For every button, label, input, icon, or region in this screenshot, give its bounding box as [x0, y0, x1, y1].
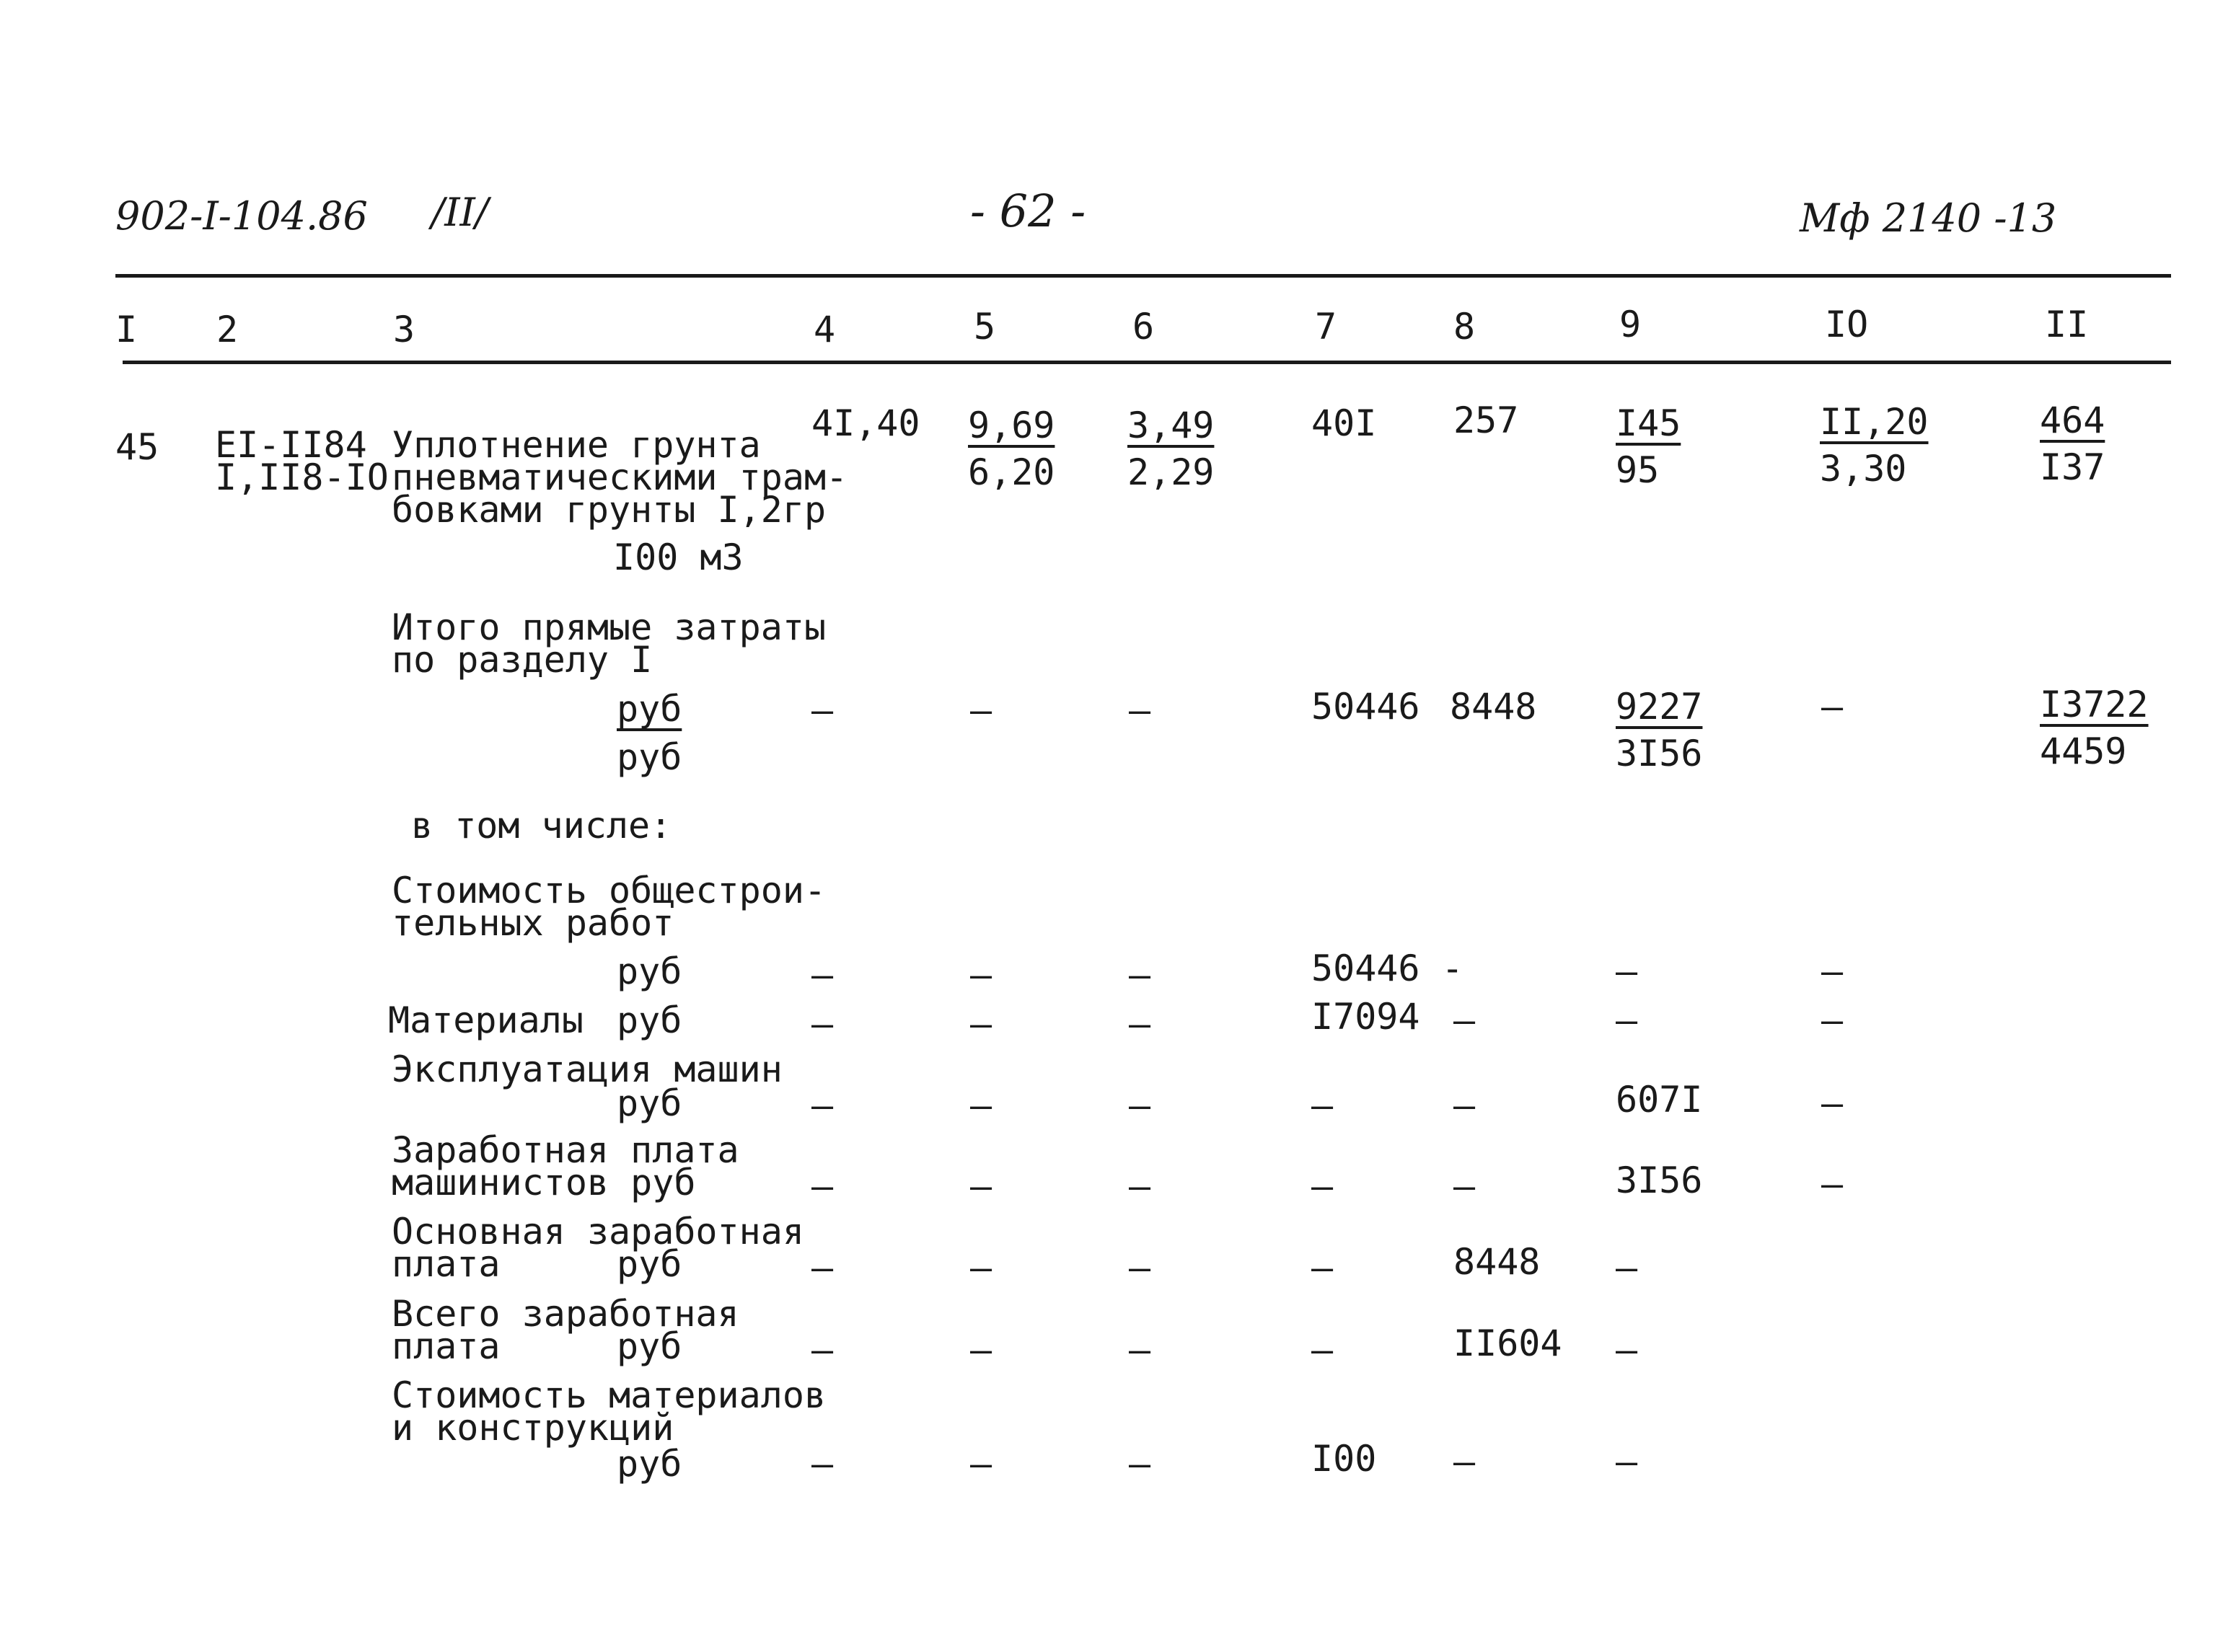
- machine-cost: I45: [1616, 402, 1681, 444]
- total-label: по разделу I: [392, 639, 653, 681]
- total-cost: I7094: [1311, 996, 1420, 1038]
- work-description: Уплотнение грунта: [392, 424, 761, 466]
- unit-of-measure: руб: [617, 736, 682, 778]
- total-cost: 40I: [1311, 402, 1377, 444]
- row-label: Основная заработная: [392, 1211, 804, 1253]
- dash: –: [1311, 1085, 1334, 1126]
- machine-cost: 607I: [1616, 1079, 1703, 1121]
- album-number: /II/: [431, 190, 489, 235]
- unit-of-measure: руб: [617, 688, 682, 730]
- dash: –: [1129, 1003, 1151, 1045]
- dash: –: [970, 1085, 992, 1126]
- work-description: пневматическими трам-: [392, 456, 848, 498]
- unit-of-measure: руб: [617, 950, 682, 992]
- column-number: 3: [393, 309, 415, 350]
- dash: –: [811, 1003, 834, 1045]
- dash: –: [1616, 1441, 1638, 1483]
- dash: –: [1129, 1085, 1151, 1126]
- row-label: и конструкций: [392, 1407, 674, 1449]
- dash: –: [1821, 999, 1844, 1041]
- unit-of-measure: руб: [617, 999, 682, 1041]
- total-labor-hours-operators: I37: [2040, 446, 2105, 488]
- dash: –: [1129, 1247, 1151, 1289]
- dash: –: [1821, 686, 1844, 728]
- column-number: 7: [1315, 306, 1337, 348]
- dash: –: [1616, 1329, 1638, 1371]
- operator-wage: 95: [1616, 449, 1660, 491]
- dash: –: [970, 689, 992, 731]
- total-labor-hours: I3722: [2040, 684, 2149, 725]
- dash: –: [970, 954, 992, 996]
- machine-cost: 9227: [1616, 686, 1703, 728]
- column-number: 5: [974, 306, 996, 348]
- unit-of-measure: руб: [617, 1443, 682, 1485]
- dash: –: [811, 1443, 834, 1485]
- dash: –: [1616, 950, 1638, 992]
- dash: –: [811, 1329, 834, 1371]
- unit-of-measure: руб: [617, 1082, 682, 1124]
- dash: –: [1821, 1082, 1844, 1124]
- rate-code: I,II8-IO: [215, 456, 389, 498]
- base-wage: 8448: [1450, 686, 1537, 728]
- dash: –: [1453, 999, 1476, 1041]
- dash: –: [1616, 999, 1638, 1041]
- column-number: II: [2045, 304, 2089, 345]
- dash: –: [811, 1085, 834, 1126]
- row-label: Эксплуатация машин: [392, 1048, 783, 1090]
- sheet-reference: Мф 2140 -13: [1800, 195, 2057, 241]
- base-wage: 257: [1453, 399, 1519, 441]
- unit-of-measure: руб: [617, 1325, 682, 1367]
- total-cost: I00: [1311, 1438, 1377, 1480]
- row-label: плата: [392, 1325, 501, 1367]
- row-label: плата: [392, 1243, 501, 1285]
- dash: –: [1311, 1247, 1334, 1289]
- dash: –: [970, 1247, 992, 1289]
- operator-wage: 3I56: [1616, 1160, 1703, 1201]
- dash: –: [970, 1165, 992, 1207]
- dash: –: [1311, 1329, 1334, 1371]
- document-code: 902-I-104.86: [115, 193, 368, 239]
- top-rule: [115, 274, 2171, 278]
- dash: –: [1453, 1441, 1476, 1483]
- dash: –: [811, 1165, 834, 1207]
- labor-hours-operators: 3,30: [1820, 448, 1907, 490]
- labor-hours: II,20: [1820, 401, 1929, 443]
- base-wage: 8448: [1453, 1241, 1541, 1283]
- work-description: бовками грунты I,2гр: [392, 489, 827, 531]
- dash: –: [1821, 950, 1844, 992]
- dash: –: [970, 1003, 992, 1045]
- row-label: тельных работ: [392, 902, 674, 944]
- total-cost: 50446: [1311, 686, 1420, 728]
- dash: –: [1129, 1165, 1151, 1207]
- dash: –: [1453, 1165, 1476, 1207]
- column-number: 6: [1132, 306, 1155, 348]
- column-number: I: [115, 309, 138, 350]
- total-labor-hours: 464: [2040, 399, 2105, 441]
- dash: –: [1311, 1165, 1334, 1207]
- item-number: 45: [115, 426, 159, 468]
- row-label: Материалы: [388, 999, 584, 1041]
- total-cost: 50446 -: [1311, 948, 1463, 989]
- total-label: Итого прямые затраты: [392, 606, 827, 648]
- column-number: 4: [814, 309, 836, 350]
- unit-cost-operators: 2,29: [1127, 451, 1215, 493]
- row-label: Заработная плата: [392, 1129, 739, 1171]
- dash: –: [970, 1443, 992, 1485]
- row-label: машинистов руб: [392, 1162, 696, 1203]
- page-number: - 62 -: [970, 185, 1086, 237]
- column-number: IO: [1825, 304, 1869, 345]
- dash: –: [1129, 689, 1151, 731]
- dash: –: [1129, 1329, 1151, 1371]
- including-label: в том числе:: [411, 805, 672, 847]
- unit-cost-wage: 6,20: [968, 451, 1055, 493]
- unit-cost: 9,69: [968, 405, 1055, 446]
- row-label: Стоимость общестрои-: [392, 870, 827, 911]
- dash: –: [811, 1247, 834, 1289]
- dash: –: [1821, 1163, 1844, 1205]
- unit-of-measure: руб: [617, 1243, 682, 1285]
- operator-wage: 3I56: [1616, 733, 1703, 774]
- dash: –: [1616, 1247, 1638, 1289]
- dash: –: [1453, 1085, 1476, 1126]
- dash: –: [1129, 954, 1151, 996]
- quantity: 4I,40: [811, 402, 920, 444]
- column-number: 8: [1453, 306, 1476, 348]
- total-labor-hours-operators: 4459: [2040, 730, 2127, 772]
- dash: –: [811, 954, 834, 996]
- row-label: Стоимость материалов: [392, 1374, 827, 1416]
- dash: –: [811, 689, 834, 731]
- unit-of-measure: I00 м3: [613, 536, 744, 578]
- column-number: 9: [1619, 304, 1642, 345]
- dash: –: [1129, 1443, 1151, 1485]
- rate-code: EI-II84: [215, 424, 367, 466]
- unit-cost-machines: 3,49: [1127, 405, 1215, 446]
- dash: –: [970, 1329, 992, 1371]
- row-label: Всего заработная: [392, 1293, 739, 1335]
- total-wage: II604: [1453, 1322, 1562, 1364]
- column-number: 2: [216, 309, 239, 350]
- header-rule: [123, 361, 2171, 364]
